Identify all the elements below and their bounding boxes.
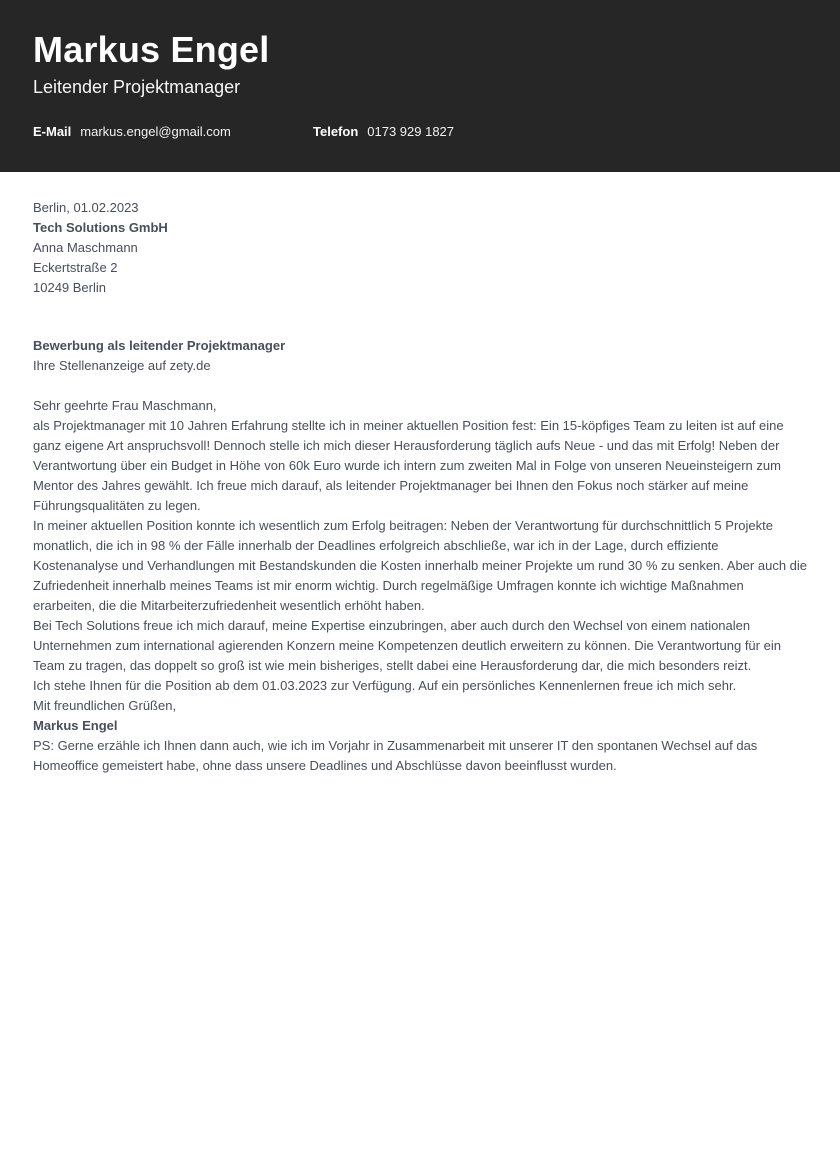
availability-line: Ich stehe Ihnen für die Position ab dem 01.03.2023 zur Verfügung. Auf ein persönliches Kennenlernen freue ich mich sehr.: [33, 678, 737, 693]
phone-value: 0173 929 1827: [367, 124, 455, 139]
letter-header: [0, 0, 840, 172]
signature-name: Markus Engel: [33, 718, 118, 733]
ps-paragraph: PS: Gerne erzähle ich Ihnen dann auch, wie ich im Vorjahr in Zusammenarbeit mit unserer IT den spontanen Wechsel auf das Homeoffice gemeistert habe, ohne dass unsere Deadlines und Abschlüsse davon beeinflusst wurden.: [33, 738, 758, 773]
date-line: Berlin, 01.02.2023: [33, 200, 139, 215]
recipient-company: Tech Solutions GmbH: [33, 220, 168, 235]
recipient-block: [33, 218, 807, 298]
applicant-name: Markus Engel: [33, 29, 270, 70]
letter-body: [0, 172, 840, 776]
closing-line: Mit freundlichen Grüßen,: [33, 698, 177, 713]
subject-block: [33, 336, 807, 376]
phone-label: Telefon: [313, 124, 359, 139]
body-paragraph: Bei Tech Solutions freue ich mich darauf, meine Expertise einzubringen, aber auch durch den Wechsel von einem nationalen Unternehmen zum international agierenden Konzern meine Kompetenzen deutlich erweitern zu können. Die Verantwortung für ein Team zu tragen, das doppelt so groß ist wie mein bisheriges, stellt dabei eine Herausforderung dar, die mich besonders reizt.: [33, 618, 781, 673]
applicant-job-title: Leitender Projektmanager: [33, 77, 241, 97]
subject-source-line: Ihre Stellenanzeige auf zety.de: [33, 358, 211, 373]
recipient-city: 10249 Berlin: [33, 280, 106, 295]
email-value: markus.engel@gmail.com: [80, 124, 231, 139]
contact-phone: [313, 124, 454, 140]
body-paragraph: In meiner aktuellen Position konnte ich wesentlich zum Erfolg beitragen: Neben der Verantwortung für durchschnittlich 5 Projekte monatlich, die ich in 98 % der Fälle innerhalb der Deadlines erfolgreich abschließe, war ich in der Lage, durch effiziente Kostenanalyse und Verhandlungen mit Bestandskunden die Kosten innerhalb meiner Projekte um rund 30 % zu senken. Aber auch die Zufriedenheit innerhalb meines Teams ist mir enorm wichtig. Durch regelmäßige Umfragen konnte ich wichtige Maßnahmen erarbeiten, die die Mitarbeiterzufriedenheit wesentlich erhöht haben.: [33, 518, 808, 613]
salutation: Sehr geehrte Frau Maschmann,: [33, 398, 217, 413]
recipient-contact-person: Anna Maschmann: [33, 240, 138, 255]
contact-email: [33, 124, 313, 140]
recipient-street: Eckertstraße 2: [33, 260, 118, 275]
subject-line: Bewerbung als leitender Projektmanager: [33, 338, 286, 353]
body-paragraph: als Projektmanager mit 10 Jahren Erfahrung stellte ich in meiner aktuellen Position fest: Ein 15-köpfiges Team zu leiten ist auf eine ganz eigene Art anspruchsvoll! Dennoch stelle ich mich dieser Herausforderung täglich aufs Neue - und das mit Erfolg! Neben der Verantwortung über ein Budget in Höhe von 60k Euro wurde ich intern zum zweiten Mal in Folge von unseren Neueinsteigern zum Mentor des Jahres gewählt. Ich freue mich darauf, als leitender Projektmanager bei Ihnen den Fokus noch stärker auf meine Führungsqualitäten zu legen.: [33, 418, 784, 513]
email-label: E-Mail: [33, 124, 72, 139]
contact-row: [33, 124, 807, 140]
